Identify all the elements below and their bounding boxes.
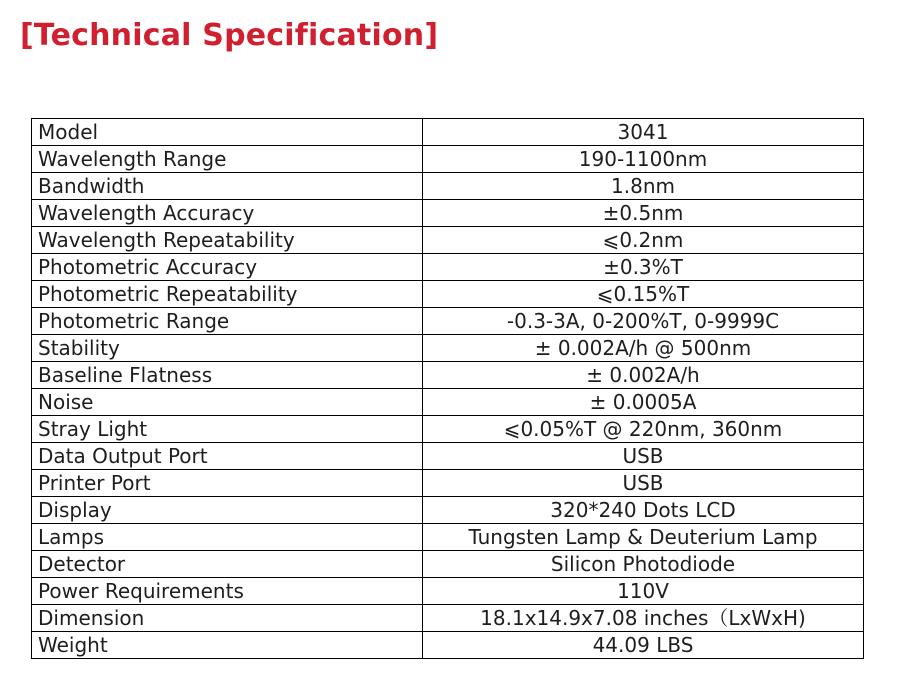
spec-label: Photometric Range [32, 308, 423, 335]
spec-value: ±0.3%T [423, 254, 864, 281]
table-row [32, 200, 864, 227]
spec-value: ± 0.0005A [423, 389, 864, 416]
spec-label: Bandwidth [32, 173, 423, 200]
spec-value: ⩽0.15%T [423, 281, 864, 308]
spec-value: Tungsten Lamp & Deuterium Lamp [423, 524, 864, 551]
spec-label: Photometric Accuracy [32, 254, 423, 281]
spec-label: Baseline Flatness [32, 362, 423, 389]
table-row [32, 524, 864, 551]
spec-value: 44.09 LBS [423, 632, 864, 659]
table-row [32, 335, 864, 362]
spec-label: Printer Port [32, 470, 423, 497]
table-row [32, 578, 864, 605]
spec-value: ± 0.002A/h [423, 362, 864, 389]
spec-label: Wavelength Repeatability [32, 227, 423, 254]
spec-label: Wavelength Accuracy [32, 200, 423, 227]
table-row [32, 119, 864, 146]
table-row [32, 173, 864, 200]
table-row [32, 605, 864, 632]
spec-label: Lamps [32, 524, 423, 551]
spec-label: Dimension [32, 605, 423, 632]
spec-value: 320*240 Dots LCD [423, 497, 864, 524]
spec-value: 110V [423, 578, 864, 605]
table-row [32, 416, 864, 443]
spec-value: ±0.5nm [423, 200, 864, 227]
table-row [32, 497, 864, 524]
spec-label: Model [32, 119, 423, 146]
spec-value: 1.8nm [423, 173, 864, 200]
table-row [32, 146, 864, 173]
spec-label: Power Requirements [32, 578, 423, 605]
spec-label: Wavelength Range [32, 146, 423, 173]
table-row [32, 308, 864, 335]
table-row [32, 254, 864, 281]
spec-value: -0.3-3A, 0-200%T, 0-9999C [423, 308, 864, 335]
spec-value: Silicon Photodiode [423, 551, 864, 578]
table-row [32, 227, 864, 254]
table-row [32, 362, 864, 389]
table-row [32, 470, 864, 497]
spec-value: ⩽0.05%T @ 220nm, 360nm [423, 416, 864, 443]
spec-table [31, 118, 864, 659]
table-row [32, 551, 864, 578]
spec-label: Data Output Port [32, 443, 423, 470]
spec-label: Stray Light [32, 416, 423, 443]
table-row [32, 443, 864, 470]
spec-value: 3041 [423, 119, 864, 146]
table-row [32, 389, 864, 416]
table-row [32, 632, 864, 659]
spec-value: 190-1100nm [423, 146, 864, 173]
spec-label: Photometric Repeatability [32, 281, 423, 308]
page-title: [Technical Specification] [20, 18, 439, 53]
spec-value: USB [423, 443, 864, 470]
spec-label: Display [32, 497, 423, 524]
spec-value: 18.1x14.9x7.08 inches（LxWxH) [423, 605, 864, 632]
spec-value: USB [423, 470, 864, 497]
spec-label: Stability [32, 335, 423, 362]
spec-value: ± 0.002A/h @ 500nm [423, 335, 864, 362]
spec-label: Weight [32, 632, 423, 659]
table-row [32, 281, 864, 308]
spec-label: Noise [32, 389, 423, 416]
spec-label: Detector [32, 551, 423, 578]
spec-value: ⩽0.2nm [423, 227, 864, 254]
